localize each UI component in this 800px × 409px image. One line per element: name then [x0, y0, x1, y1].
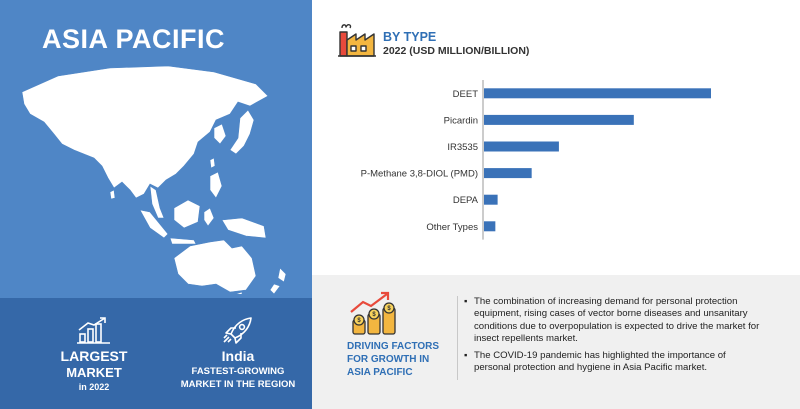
coins-growth-icon — [347, 290, 403, 336]
factory-icon — [336, 20, 378, 60]
drivers-divider — [457, 296, 458, 380]
bar — [484, 195, 498, 205]
category-label: DEPA — [452, 195, 478, 207]
drivers-label-line3: ASIA PACIFIC — [347, 367, 413, 378]
drivers-label-line1: DRIVING FACTORS — [347, 341, 440, 352]
rocket-icon — [221, 316, 255, 344]
type-bar-chart — [330, 76, 770, 246]
bar — [484, 221, 495, 231]
fastest-line2: FASTEST-GROWING — [191, 366, 285, 377]
bar-growth-icon — [76, 316, 112, 344]
fastest-line3: MARKET IN THE REGION — [180, 379, 296, 390]
largest-line2: MARKET — [66, 365, 122, 380]
category-label: IR3535 — [447, 142, 478, 153]
region-panel — [0, 0, 312, 409]
drivers-bullet-list — [464, 296, 764, 380]
category-label: Other Types — [426, 221, 478, 233]
largest-line1: LARGEST — [60, 348, 128, 364]
category-label: P-Methane 3,8-DIOL (PMD) — [360, 168, 478, 180]
chart-subtitle: 2022 (USD MILLION/BILLION) — [383, 45, 530, 57]
category-label: Picardin — [443, 115, 478, 127]
drivers-label-line2: FOR GROWTH IN — [347, 354, 430, 365]
asia-pacific-map — [18, 62, 300, 294]
fastest-growing-stat — [176, 316, 300, 391]
largest-market-stat — [48, 316, 140, 394]
bar — [484, 88, 711, 98]
svg-text:$: $ — [372, 312, 376, 318]
category-label: DEET — [452, 88, 478, 100]
bar — [484, 168, 532, 178]
region-title: ASIA PACIFIC — [42, 24, 226, 54]
largest-line3: in 2022 — [78, 382, 110, 392]
drivers-bullet: ▪ The COVID-19 pandemic has highlighted the importance of personal protection and hygiene in Asia Pacific market. — [464, 350, 764, 375]
drivers-label — [347, 340, 457, 379]
bar — [484, 142, 559, 152]
chart-title: BY TYPE — [383, 30, 437, 44]
svg-text:$: $ — [387, 306, 391, 312]
bar — [484, 115, 634, 125]
fastest-line1: India — [221, 348, 255, 364]
drivers-bullet: ▪ The combination of increasing demand for personal protection equipment, rising cases of vector borne diseases and unsanitary conditions due to overpopulation is expected to drive the market for insect repellents market. — [464, 296, 764, 345]
svg-text:$: $ — [357, 318, 361, 324]
